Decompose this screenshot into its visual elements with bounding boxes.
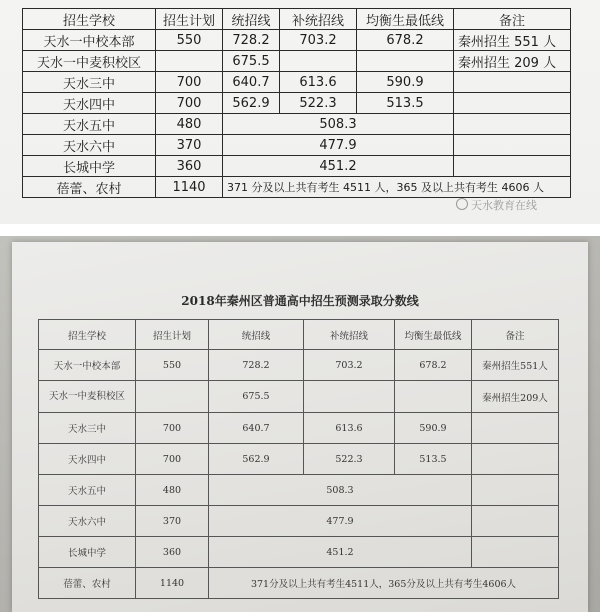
plan-cell: 700 xyxy=(136,444,209,475)
header-cell: 招生学校 xyxy=(23,9,156,30)
note-cell xyxy=(454,156,571,177)
note-cell: 秦州招生 551 人 xyxy=(454,30,571,51)
plan-cell xyxy=(156,51,223,72)
note-cell xyxy=(472,444,559,475)
header-cell: 招生计划 xyxy=(156,9,223,30)
document-title: 2018年秦州区普通高中招生预测录取分数线 xyxy=(181,294,419,308)
tong-cell: 728.2 xyxy=(223,30,280,51)
table-header-row xyxy=(39,320,559,350)
table-row xyxy=(23,72,571,93)
table-row xyxy=(39,537,559,568)
bu-cell: 613.6 xyxy=(280,72,357,93)
school-cell: 天水一中校本部 xyxy=(39,350,136,381)
bu-cell: 613.6 xyxy=(304,413,395,444)
school-cell: 蓓蕾、农村 xyxy=(23,177,156,198)
header-cell: 备注 xyxy=(472,320,559,350)
plan-cell: 360 xyxy=(156,156,223,177)
school-cell: 天水三中 xyxy=(23,72,156,93)
tong-cell: 640.7 xyxy=(223,72,280,93)
plan-cell: 700 xyxy=(156,72,223,93)
plan-cell: 550 xyxy=(156,30,223,51)
school-cell: 天水三中 xyxy=(39,413,136,444)
document-photo-bottom xyxy=(0,236,600,612)
plan-cell: 480 xyxy=(136,475,209,506)
header-cell: 统招线 xyxy=(223,9,280,30)
table-row xyxy=(39,568,559,599)
bu-cell: 522.3 xyxy=(280,93,357,114)
tong-cell: 675.5 xyxy=(209,381,304,413)
table-header-row xyxy=(23,9,571,30)
tong-cell: 562.9 xyxy=(209,444,304,475)
note-cell: 秦州招生209人 xyxy=(472,381,559,413)
table-row xyxy=(23,93,571,114)
jun-cell: 513.5 xyxy=(395,444,472,475)
school-cell: 天水六中 xyxy=(39,506,136,537)
plan-cell: 550 xyxy=(136,350,209,381)
merged-line-cell: 477.9 xyxy=(209,506,472,537)
school-cell: 天水四中 xyxy=(39,444,136,475)
table-row xyxy=(23,51,571,72)
school-cell: 天水六中 xyxy=(23,135,156,156)
school-cell: 天水一中麦积校区 xyxy=(39,381,136,413)
jun-cell: 513.5 xyxy=(357,93,454,114)
tong-cell: 640.7 xyxy=(209,413,304,444)
jun-cell: 678.2 xyxy=(395,350,472,381)
note-cell xyxy=(454,93,571,114)
printed-sheet xyxy=(12,242,588,612)
note-cell xyxy=(472,475,559,506)
header-cell: 均衡生最低线 xyxy=(357,9,454,30)
bu-cell xyxy=(280,51,357,72)
header-cell: 招生计划 xyxy=(136,320,209,350)
bu-cell: 703.2 xyxy=(304,350,395,381)
header-cell: 招生学校 xyxy=(39,320,136,350)
plan-cell: 480 xyxy=(156,114,223,135)
plan-cell: 700 xyxy=(136,413,209,444)
table-photo-top xyxy=(0,0,600,224)
note-cell: 秦州招生 209 人 xyxy=(454,51,571,72)
school-cell: 天水一中校本部 xyxy=(23,30,156,51)
jun-cell xyxy=(357,51,454,72)
school-cell: 天水五中 xyxy=(23,114,156,135)
plan-cell xyxy=(136,381,209,413)
bu-cell xyxy=(304,381,395,413)
merged-line-cell: 451.2 xyxy=(209,537,472,568)
school-cell: 长城中学 xyxy=(39,537,136,568)
header-cell: 补统招线 xyxy=(304,320,395,350)
school-cell: 天水四中 xyxy=(23,93,156,114)
table-row xyxy=(39,413,559,444)
watermark xyxy=(456,197,537,213)
table-row xyxy=(39,350,559,381)
tong-cell: 675.5 xyxy=(223,51,280,72)
plan-cell: 370 xyxy=(156,135,223,156)
watermark-text: 天水教育在线 xyxy=(471,199,537,212)
merged-line-cell: 451.2 xyxy=(223,156,454,177)
note-cell: 秦州招生551人 xyxy=(472,350,559,381)
bu-cell: 703.2 xyxy=(280,30,357,51)
watermark-logo-icon xyxy=(456,198,468,210)
tong-cell: 728.2 xyxy=(209,350,304,381)
summary-cell: 371分及以上共有考生4511人，365分及以上共有考生4606人 xyxy=(209,568,559,599)
score-table-printed xyxy=(38,319,559,599)
school-cell: 天水五中 xyxy=(39,475,136,506)
merged-line-cell: 508.3 xyxy=(209,475,472,506)
bu-cell: 522.3 xyxy=(304,444,395,475)
table-row xyxy=(23,30,571,51)
jun-cell: 590.9 xyxy=(395,413,472,444)
header-cell: 备注 xyxy=(454,9,571,30)
header-cell: 均衡生最低线 xyxy=(395,320,472,350)
school-cell: 天水一中麦积校区 xyxy=(23,51,156,72)
jun-cell: 678.2 xyxy=(357,30,454,51)
note-cell xyxy=(472,506,559,537)
summary-cell: 371 分及以上共有考生 4511 人，365 及以上共有考生 4606 人 xyxy=(223,177,571,198)
table-row xyxy=(39,506,559,537)
note-cell xyxy=(454,114,571,135)
plan-cell: 370 xyxy=(136,506,209,537)
table-row xyxy=(23,135,571,156)
plan-cell: 360 xyxy=(136,537,209,568)
header-cell: 补统招线 xyxy=(280,9,357,30)
header-cell: 统招线 xyxy=(209,320,304,350)
note-cell xyxy=(454,135,571,156)
table-row xyxy=(23,177,571,198)
note-cell xyxy=(472,413,559,444)
jun-cell: 590.9 xyxy=(357,72,454,93)
merged-line-cell: 508.3 xyxy=(223,114,454,135)
note-cell xyxy=(454,72,571,93)
note-cell xyxy=(472,537,559,568)
table-row xyxy=(39,381,559,413)
merged-line-cell: 477.9 xyxy=(223,135,454,156)
school-cell: 长城中学 xyxy=(23,156,156,177)
school-cell: 蓓蕾、农村 xyxy=(39,568,136,599)
score-table-typed xyxy=(22,8,571,198)
table-row xyxy=(23,114,571,135)
table-row xyxy=(23,156,571,177)
plan-cell: 1140 xyxy=(156,177,223,198)
plan-cell: 1140 xyxy=(136,568,209,599)
tong-cell: 562.9 xyxy=(223,93,280,114)
table-row xyxy=(39,444,559,475)
table-row xyxy=(39,475,559,506)
plan-cell: 700 xyxy=(156,93,223,114)
jun-cell xyxy=(395,381,472,413)
